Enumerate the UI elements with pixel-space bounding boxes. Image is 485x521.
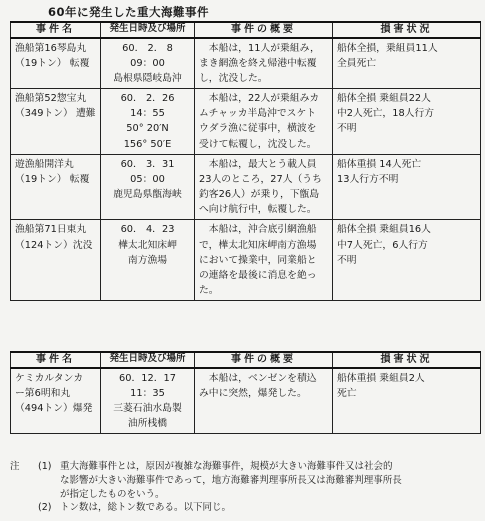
cell-line: 60． 2．26 [120, 93, 175, 105]
cell-line: 不明 [337, 123, 357, 135]
date-place-cell [101, 154, 195, 220]
date-place-cell [101, 89, 195, 155]
cell-line: 全員死亡 [337, 57, 377, 69]
table-row [11, 368, 481, 434]
cell-line: 漁船第16琴島丸 [15, 42, 87, 54]
note-text [60, 501, 480, 515]
notes [10, 460, 480, 515]
incident-name-cell [11, 38, 101, 89]
cell-line: 23人のところ，27人（うち [199, 173, 322, 185]
cell-line: （19トン） 転覆 [15, 173, 90, 185]
cell-line: 50° 20′N [126, 123, 169, 135]
summary-cell [195, 38, 333, 89]
header-summary: 事件の概要 [195, 22, 333, 38]
cell-line: ウダラ漁に従事中，横波を [199, 123, 317, 135]
note-line: 重大海難事件とは，原因が複雑な海難事件，規模が大きい海難事件又は社会的 [60, 461, 393, 472]
header-damage: 損害状況 [333, 352, 481, 368]
cell-line: （124トン）沈没 [15, 239, 93, 251]
table-header-row [11, 352, 481, 368]
header-date: 発生日時及び場所 [101, 352, 195, 368]
cell-line: し，沈没した。 [199, 72, 268, 84]
summary-cell [195, 154, 333, 220]
cell-line: へ向け航行中，転覆した。 [199, 204, 317, 216]
cell-line: 中2人死亡，18人行方 [337, 108, 435, 120]
summary-cell [195, 220, 333, 301]
incident-name-cell [11, 368, 101, 434]
cell-line: （19トン） 転覆 [15, 57, 90, 69]
cell-line: 不明 [337, 254, 357, 266]
header-name: 事件名 [11, 352, 101, 368]
table-row [11, 38, 481, 89]
cell-line: 05：00 [130, 173, 165, 185]
cell-line: 遊漁船開洋丸 [15, 158, 74, 170]
damage-cell [333, 38, 481, 89]
cell-line: 中7人死亡，6人行方 [337, 239, 428, 251]
note-number: (1) [38, 461, 52, 472]
header-damage: 損害状況 [333, 22, 481, 38]
table-row [11, 154, 481, 220]
page-title: 60年に発生した重大海難事件 [48, 5, 210, 19]
cell-line: 本船は，沖合底引網漁船 [208, 224, 317, 236]
cell-line: 本船は，ベンゼンを積込 [208, 372, 317, 384]
cell-line: （494トン）爆発 [15, 402, 93, 414]
cell-line: 本船は，22人が乗組みカ [208, 93, 320, 105]
cell-line: まき網漁を終え帰港中転覆 [199, 57, 317, 69]
date-place-cell [101, 220, 195, 301]
cell-line: 船体重損 14人死亡 [337, 158, 422, 170]
cell-line: 死亡 [337, 387, 357, 399]
cell-line: （349トン） 遭難 [15, 108, 96, 120]
note-line: な影響が大きい海難事件であって，地方海難審判理事所長又は海難審判理事所長 [60, 474, 402, 486]
note-number: (2) [38, 502, 52, 514]
cell-line: 60． 2． 8 [122, 42, 173, 54]
cell-line: で，樺太北知床岬南方漁場 [199, 239, 317, 251]
cell-line: 09：00 [130, 57, 165, 69]
table-header-row [11, 22, 481, 38]
cell-line: の連絡を最後に消息を絶っ [199, 269, 317, 281]
notes-lead: 注 [10, 461, 20, 472]
header-date: 発生日時及び場所 [101, 22, 195, 38]
cell-line: み中に突然，爆発した。 [199, 387, 307, 399]
damage-cell [333, 154, 481, 220]
cell-line: 船体全損，乗組員11人 [337, 42, 438, 54]
cell-line: ケミカルタンカ [15, 372, 84, 384]
date-place-cell [101, 368, 195, 434]
incident-name-cell [11, 154, 101, 220]
cell-line: 漁船第71日東丸 [15, 224, 87, 236]
incident-name-cell [11, 220, 101, 301]
header-name: 事件名 [11, 22, 101, 38]
cell-line: 船体全損 乗組員16人 [337, 224, 431, 236]
incident-table-2 [10, 351, 481, 434]
cell-line: 本船は，最大とう載人員 [208, 158, 317, 170]
cell-line: 船体重損 乗組員2人 [337, 372, 425, 384]
cell-line: において操業中，同業船と [199, 254, 317, 266]
note-text [60, 460, 480, 501]
note-line: が指定したものをいう。 [60, 488, 165, 500]
cell-line: 鹿児島県甑海峡 [113, 189, 182, 201]
cell-line: 受けて転覆し，沈没した。 [199, 138, 317, 150]
cell-line: 島根県隠岐島沖 [113, 72, 182, 84]
cell-line: 油所桟橋 [127, 418, 168, 430]
cell-line: た。 [199, 285, 219, 297]
date-place-cell [101, 38, 195, 89]
note-item [10, 460, 480, 501]
cell-line: 船体全損 乗組員22人 [337, 93, 431, 105]
cell-line: 本船は，11人が乗組み， [208, 42, 320, 54]
cell-line: 60．12．17 [119, 372, 176, 384]
cell-line: 南方漁場 [127, 254, 168, 266]
cell-line: 14：55 [130, 108, 165, 120]
cell-line: 156° 50′E [123, 138, 172, 150]
summary-cell [195, 89, 333, 155]
header-summary: 事件の概要 [195, 352, 333, 368]
summary-cell [195, 368, 333, 434]
note-item [10, 501, 480, 515]
table-row [11, 89, 481, 155]
cell-line: 13人行方不明 [337, 173, 399, 185]
incident-table-1 [10, 21, 481, 301]
table-row [11, 220, 481, 301]
cell-line: 三菱石油水島製 [113, 402, 182, 414]
cell-line: 11：35 [130, 387, 165, 399]
cell-line: 釣客26人）が乗り，下甑島 [199, 189, 320, 201]
damage-cell [333, 368, 481, 434]
damage-cell [333, 89, 481, 155]
cell-line: 漁船第52惣宝丸 [15, 93, 87, 105]
damage-cell [333, 220, 481, 301]
incident-name-cell [11, 89, 101, 155]
cell-line: ムチャッカ半島沖でスケト [199, 108, 317, 120]
cell-line: ー第6明和丸 [15, 387, 71, 399]
cell-line: 60． 3．31 [120, 158, 175, 170]
cell-line: 60． 4．23 [120, 224, 175, 236]
note-line: トン数は，総トン数である。以下同じ。 [60, 502, 232, 514]
cell-line: 樺太北知床岬 [118, 239, 177, 251]
